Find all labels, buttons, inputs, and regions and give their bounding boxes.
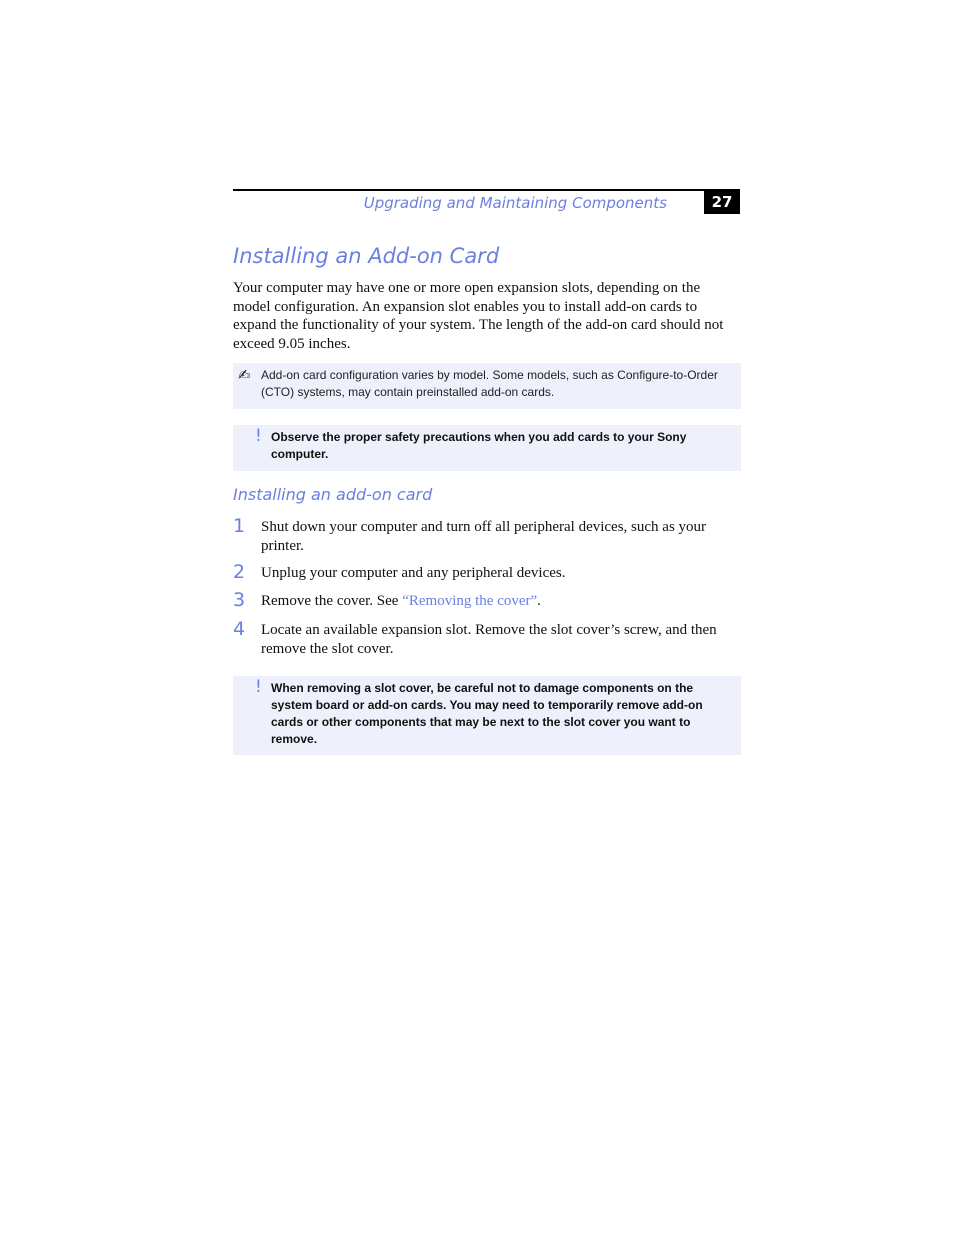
step-number: 1 [233,515,246,537]
step-2 [233,561,741,583]
procedure-title: Installing an add-on card [233,485,433,504]
step-4 [233,618,741,658]
safety-warning-text: Observe the proper safety precautions when you add cards to your Sony computer. [271,430,687,461]
running-title: Upgrading and Maintaining Components [363,194,667,212]
page-number: 27 [704,190,740,214]
step-number: 2 [233,561,246,583]
step-number: 3 [233,589,246,611]
section-title: Installing an Add-on Card [233,244,500,268]
step-text-before: Remove the cover. See [261,593,403,609]
step-text: Shut down your computer and turn off all peripheral devices, such as your printer. [261,519,707,554]
caution-icon: ! [255,426,262,446]
step-3 [233,589,741,611]
step-text: Locate an available expansion slot. Remove the slot cover’s screw, and then remove the slot cover. [261,622,717,657]
step-text [261,592,741,611]
slot-cover-warning-text: When removing a slot cover, be careful not to damage components on the system board or add-on cards. You may need to temporarily remove add-on cards or other components that may be next to the slot cover you want to remove. [271,681,703,746]
note-pen-icon: ✍ [238,366,251,384]
note-text: Add-on card configuration varies by model. Some models, such as Configure-to-Order (CTO) systems, may contain preinstalled add-on cards. [261,368,718,399]
step-text-after: . [537,593,541,609]
safety-warning-callout [233,425,741,471]
step-number: 4 [233,618,246,640]
intro-paragraph: Your computer may have one or more open expansion slots, depending on the model configuration. An expansion slot enables you to install add-on cards to expand the functionality of your system. The length of the add-on card should not exceed 9.05 inches. [233,280,724,353]
step-text: Unplug your computer and any peripheral devices. [261,565,566,581]
caution-icon: ! [255,677,262,697]
header-rule [233,189,740,191]
step-1 [233,515,741,555]
slot-cover-warning-callout [233,676,741,755]
removing-the-cover-link[interactable]: “Removing the cover” [402,593,538,609]
note-callout [233,363,741,409]
